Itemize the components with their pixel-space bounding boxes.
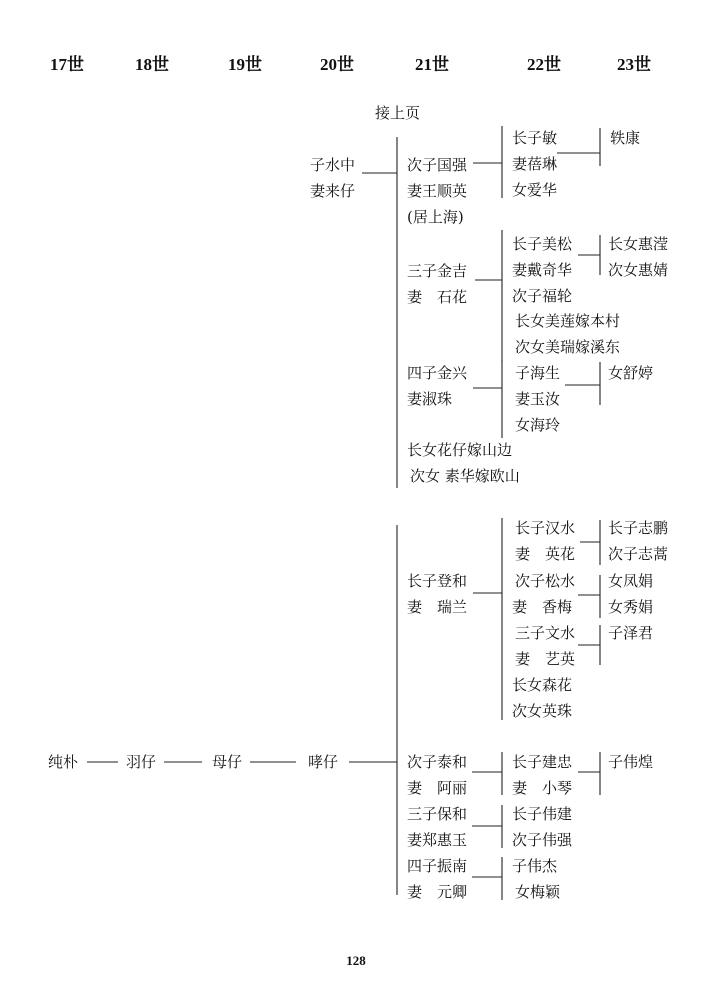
person-name: 次女英珠 bbox=[512, 702, 573, 720]
person-wife: 妻玉汝 bbox=[515, 390, 561, 408]
generation-header-18: 18世 bbox=[135, 55, 169, 74]
person-name: 次子松水 bbox=[515, 572, 576, 590]
person-name: 长女惠滢 bbox=[608, 235, 669, 253]
person-name: 长子登和 bbox=[407, 572, 468, 590]
person-wife: 妻蓓琳 bbox=[512, 155, 558, 173]
person-name: 三子保和 bbox=[407, 805, 468, 823]
person-name: 长女森花 bbox=[512, 676, 573, 694]
generation-header-20: 20世 bbox=[320, 55, 354, 74]
person-name: 次子志蒿 bbox=[608, 545, 669, 563]
person-name: 女海玲 bbox=[515, 416, 561, 434]
page-number: 128 bbox=[346, 953, 366, 968]
person-name: 子海生 bbox=[515, 364, 561, 382]
person-wife: 妻 小琴 bbox=[512, 779, 573, 797]
generation-header-19: 19世 bbox=[228, 55, 262, 74]
person-name: 长子敏 bbox=[512, 129, 558, 147]
person-wife: 妻 香梅 bbox=[512, 598, 573, 616]
person-name: 长子志鹏 bbox=[608, 519, 669, 537]
person-note: (居上海) bbox=[407, 208, 464, 226]
person-name: 长子汉水 bbox=[515, 519, 576, 537]
person-wife: 妻 英花 bbox=[515, 545, 576, 563]
generation-header-17: 17世 bbox=[50, 55, 84, 74]
person-wife: 妻淑珠 bbox=[407, 390, 453, 408]
person-name: 次子伟强 bbox=[512, 831, 573, 849]
person-wife: 妻来仔 bbox=[310, 182, 356, 200]
person-name: 女秀娟 bbox=[608, 598, 654, 616]
person-name: 女爱华 bbox=[512, 181, 558, 199]
person-wife: 妻戴奇华 bbox=[512, 261, 573, 279]
person-wife: 妻 艺英 bbox=[515, 650, 576, 668]
person-name: 长子美松 bbox=[512, 235, 573, 253]
person-name: 子水中 bbox=[310, 156, 356, 174]
person-wife: 妻郑惠玉 bbox=[407, 831, 468, 849]
person-name: 四子金兴 bbox=[407, 364, 468, 382]
person-wife: 妻 阿丽 bbox=[407, 779, 468, 797]
person-name: 子伟杰 bbox=[512, 857, 558, 875]
person-name: 三子文水 bbox=[515, 624, 576, 642]
person-name: 长女花仔嫁山边 bbox=[407, 441, 513, 459]
person-name: 次女惠婧 bbox=[608, 261, 669, 279]
person-name: 长子伟建 bbox=[512, 805, 573, 823]
person-name: 长子建忠 bbox=[512, 753, 573, 771]
person-wife: 妻 瑞兰 bbox=[407, 598, 468, 616]
person-wife: 妻王顺英 bbox=[407, 182, 468, 200]
person-name: 轶康 bbox=[610, 129, 641, 147]
person-name: 次子泰和 bbox=[407, 753, 468, 771]
person-name: 女舒婷 bbox=[608, 364, 654, 382]
person-name: 四子振南 bbox=[407, 857, 468, 875]
person-wife: 妻 石花 bbox=[407, 288, 468, 306]
person-name: 次女 素华嫁欧山 bbox=[410, 467, 520, 485]
person-name: 母仔 bbox=[212, 753, 243, 771]
person-name: 羽仔 bbox=[126, 753, 157, 771]
person-name: 次子福轮 bbox=[512, 287, 573, 305]
person-name: 子伟煌 bbox=[608, 753, 654, 771]
person-name: 三子金吉 bbox=[407, 262, 468, 280]
person-wife: 妻 元卿 bbox=[407, 883, 468, 901]
person-name: 女梅颖 bbox=[515, 883, 561, 901]
generation-header-22: 22世 bbox=[527, 55, 561, 74]
person-name: 子泽君 bbox=[608, 624, 654, 642]
person-name: 次女美瑞嫁溪东 bbox=[515, 338, 621, 356]
person-name: 女凤娟 bbox=[608, 572, 654, 590]
generation-header-21: 21世 bbox=[415, 55, 449, 74]
continued-note: 接上页 bbox=[375, 104, 421, 122]
person-name: 纯朴 bbox=[48, 753, 79, 771]
person-name: 次子国强 bbox=[407, 156, 468, 174]
person-name: 哮仔 bbox=[308, 753, 339, 771]
person-name: 长女美莲嫁本村 bbox=[515, 312, 621, 330]
generation-header-23: 23世 bbox=[617, 55, 651, 74]
